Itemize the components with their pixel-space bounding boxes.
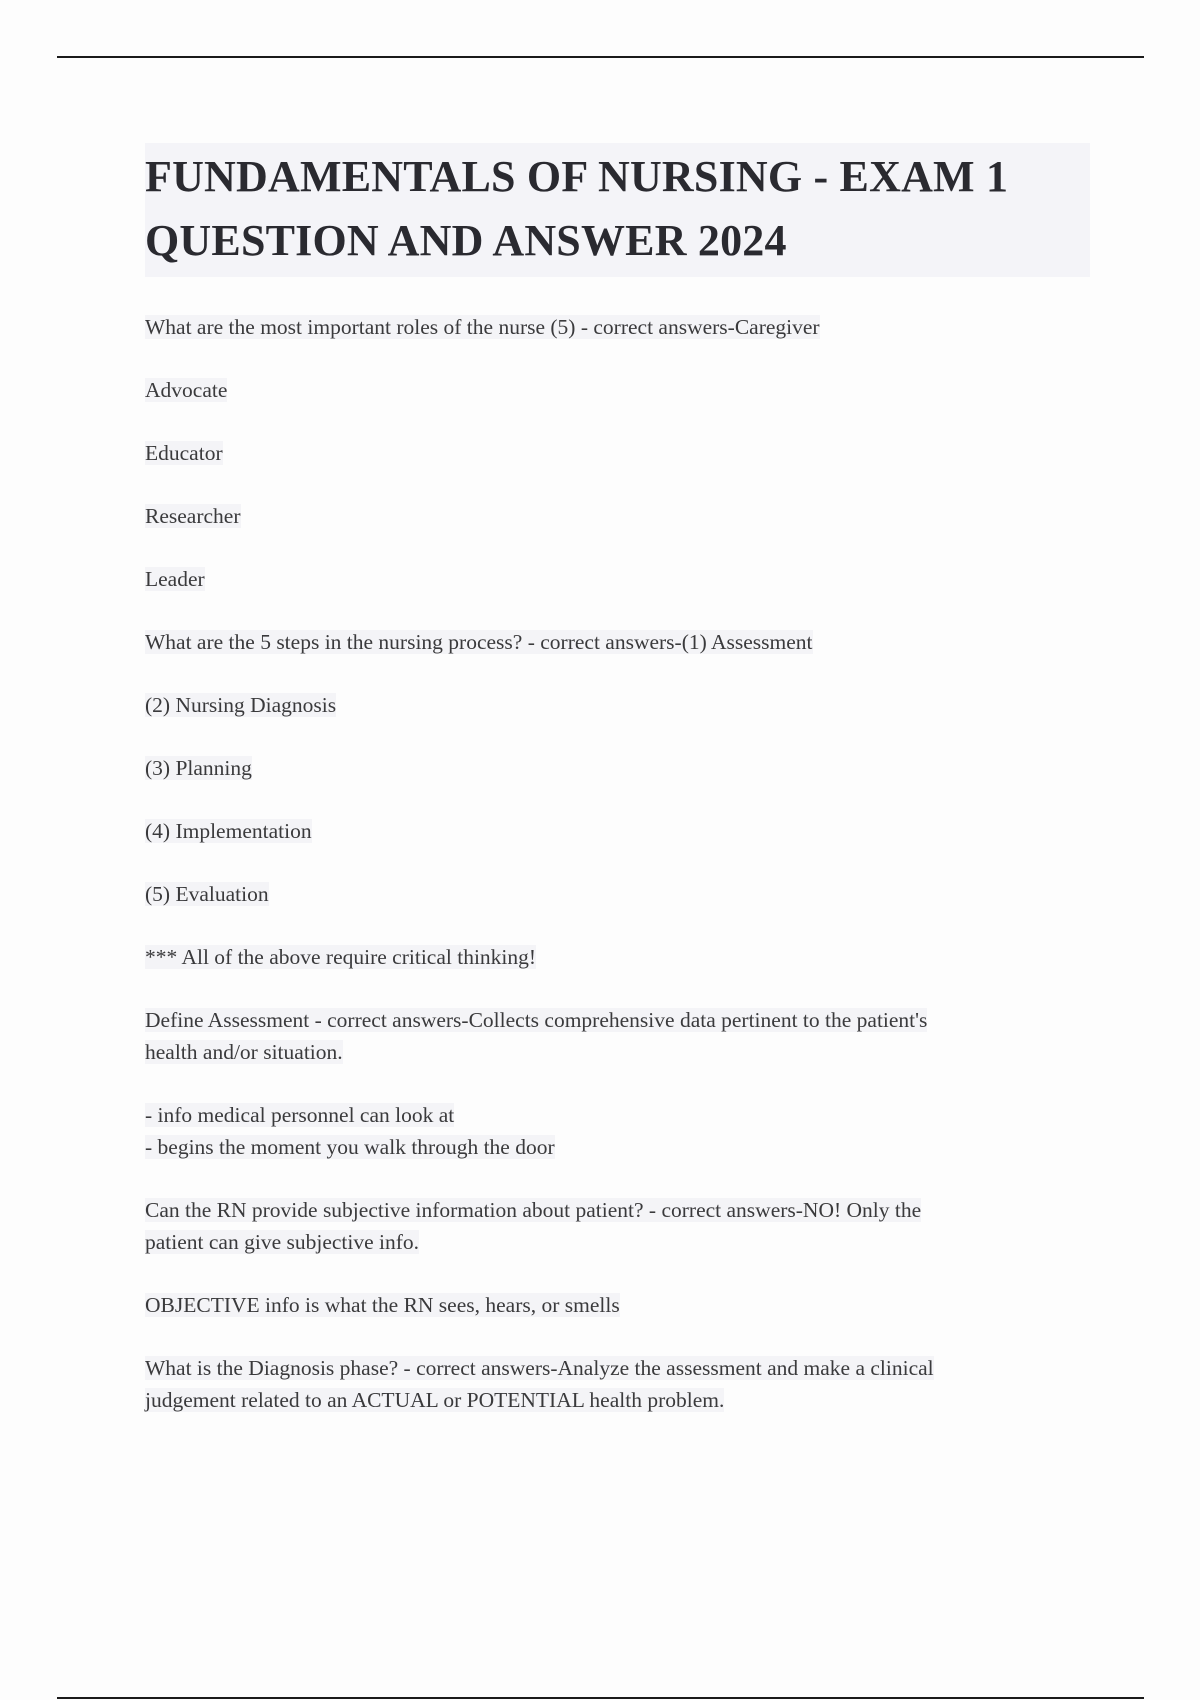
text-line: - info medical personnel can look at [145, 1103, 455, 1127]
text-line: (4) Implementation [145, 819, 312, 843]
text-line: *** All of the above require critical thinking! [145, 945, 537, 969]
paragraph-step-4 [145, 815, 1090, 847]
text-line: (3) Planning [145, 756, 252, 780]
paragraph-assessment-notes [145, 1099, 1090, 1163]
paragraph-educator [145, 437, 1090, 469]
text-line: Can the RN provide subjective information about patient? - correct answers-NO! Only the [145, 1198, 922, 1222]
text-line: patient can give subjective info. [145, 1230, 420, 1254]
paragraph-subjective-question [145, 1194, 1090, 1258]
paragraph-step-5 [145, 878, 1090, 910]
paragraph-diagnosis-question [145, 1352, 1090, 1416]
paragraph-leader [145, 563, 1090, 595]
text-line: judgement related to an ACTUAL or POTENTIAL health problem. [145, 1388, 725, 1412]
text-line: Define Assessment - correct answers-Collects comprehensive data pertinent to the patient's [145, 1008, 928, 1032]
text-line: Educator [145, 441, 223, 465]
paragraph-step-3 [145, 752, 1090, 784]
text-line: (2) Nursing Diagnosis [145, 693, 337, 717]
paragraph-step-2 [145, 689, 1090, 721]
text-line: Researcher [145, 504, 241, 528]
top-rule [57, 56, 1144, 58]
text-line: (5) Evaluation [145, 882, 269, 906]
document-title [145, 143, 1090, 277]
paragraph-critical-thinking [145, 941, 1090, 973]
title-line-2: QUESTION AND ANSWER 2024 [145, 216, 787, 265]
text-line: - begins the moment you walk through the door [145, 1135, 555, 1159]
title-line-1: FUNDAMENTALS OF NURSING - EXAM 1 [145, 152, 1009, 201]
paragraph-advocate [145, 374, 1090, 406]
document-body [145, 143, 1090, 1447]
paragraph-roles-question [145, 311, 1090, 343]
paragraph-researcher [145, 500, 1090, 532]
paragraph-steps-question [145, 626, 1090, 658]
text-line: What is the Diagnosis phase? - correct answers-Analyze the assessment and make a clinical [145, 1356, 934, 1380]
text-line: Advocate [145, 378, 228, 402]
text-line: What are the most important roles of the nurse (5) - correct answers-Caregiver [145, 315, 820, 339]
bottom-rule [57, 1697, 1144, 1699]
paragraph-define-assessment [145, 1004, 1090, 1068]
text-line: Leader [145, 567, 205, 591]
qa-list [145, 311, 1090, 1416]
text-line: health and/or situation. [145, 1040, 343, 1064]
text-line: OBJECTIVE info is what the RN sees, hears, or smells [145, 1293, 620, 1317]
text-line: What are the 5 steps in the nursing process? - correct answers-(1) Assessment [145, 630, 813, 654]
paragraph-objective-info [145, 1289, 1090, 1321]
